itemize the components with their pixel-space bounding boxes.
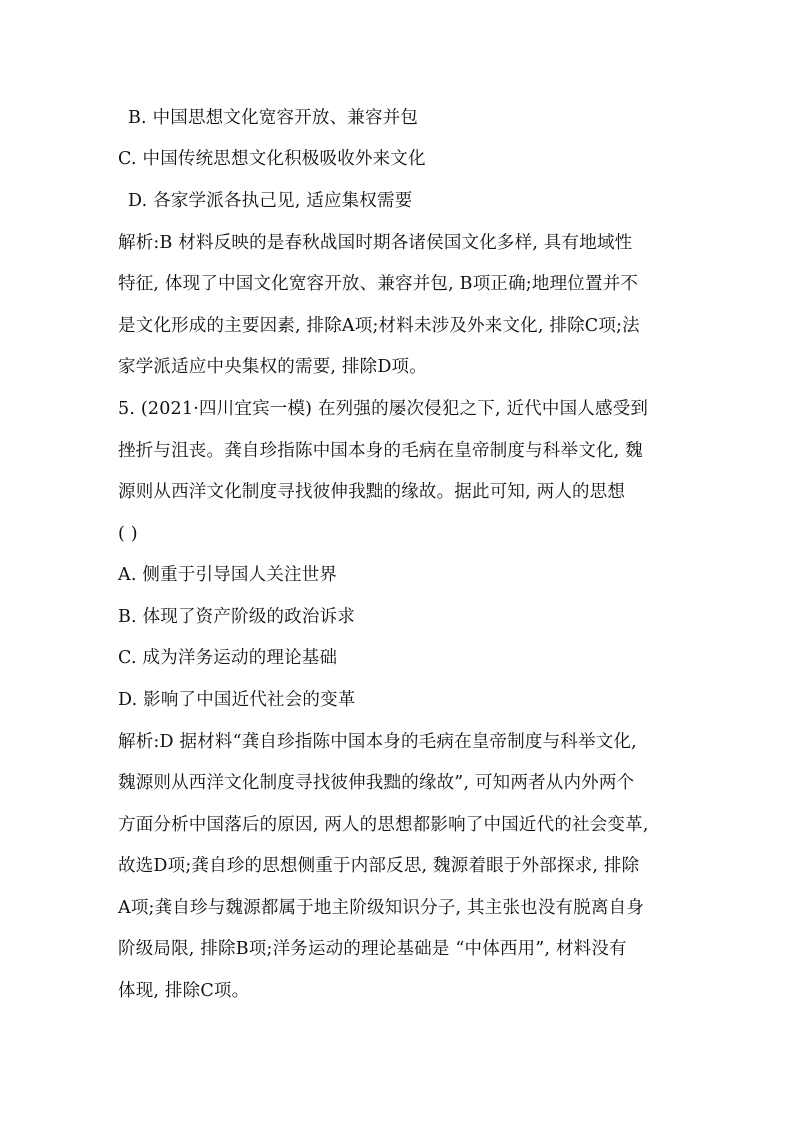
q4-option-d: D. 各家学派各执己见, 适应集权需要 <box>128 191 413 211</box>
q5-analysis-line: A项;龚自珍与魏源都属于地主阶级知识分子, 其主张也没有脱离自身 <box>118 898 645 918</box>
q4-option-c: C. 中国传统思想文化积极吸收外来文化 <box>118 149 426 169</box>
q5-analysis-line: 故选D项;龚自珍的思想侧重于内部反思, 魏源着眼于外部探求, 排除 <box>118 856 640 876</box>
q5-option-a: A. 侧重于引导国人关注世界 <box>118 565 338 585</box>
q4-analysis-line: 是文化形成的主要因素, 排除A项;材料未涉及外来文化, 排除C项;法 <box>118 316 640 336</box>
q4-option-b: B. 中国思想文化宽容开放、兼容并包 <box>128 108 419 128</box>
q5-analysis-line: 魏源则从西洋文化制度寻找彼伸我黜的缘故”, 可知两者从内外两个 <box>118 773 635 793</box>
q5-answer-blank: ( ) <box>118 524 138 544</box>
q5-option-b: B. 体现了资产阶级的政治诉求 <box>118 607 355 627</box>
q5-stem-line: 5. (2021·四川宜宾一模) 在列强的屡次侵犯之下, 近代中国人感受到 <box>118 399 649 419</box>
q5-analysis-line: 方面分析中国落后的原因, 两人的思想都影响了中国近代的社会变革, <box>118 815 649 835</box>
q5-stem-line: 源则从西洋文化制度寻找彼伸我黜的缘故。据此可知, 两人的思想 <box>118 482 626 502</box>
q4-analysis-line: 特征, 体现了中国文化宽容开放、兼容并包, B项正确;地理位置并不 <box>118 274 639 294</box>
q5-option-d: D. 影响了中国近代社会的变革 <box>118 690 356 710</box>
q5-analysis-line: 阶级局限, 排除B项;洋务运动的理论基础是 “中体西用”, 材料没有 <box>118 939 627 959</box>
q5-option-c: C. 成为洋务运动的理论基础 <box>118 648 338 668</box>
q5-analysis-line: 解析:D 据材料“龚自珍指陈中国本身的毛病在皇帝制度与科举文化, <box>118 732 637 752</box>
q5-analysis-line: 体现, 排除C项。 <box>118 981 250 1001</box>
q4-analysis-line: 解析:B 材料反映的是春秋战国时期各诸侯国文化多样, 具有地域性 <box>118 233 633 253</box>
q4-analysis-line: 家学派适应中央集权的需要, 排除D项。 <box>118 357 427 377</box>
q5-stem-line: 挫折与沮丧。龚自珍指陈中国本身的毛病在皇帝制度与科举文化, 魏 <box>118 441 643 461</box>
